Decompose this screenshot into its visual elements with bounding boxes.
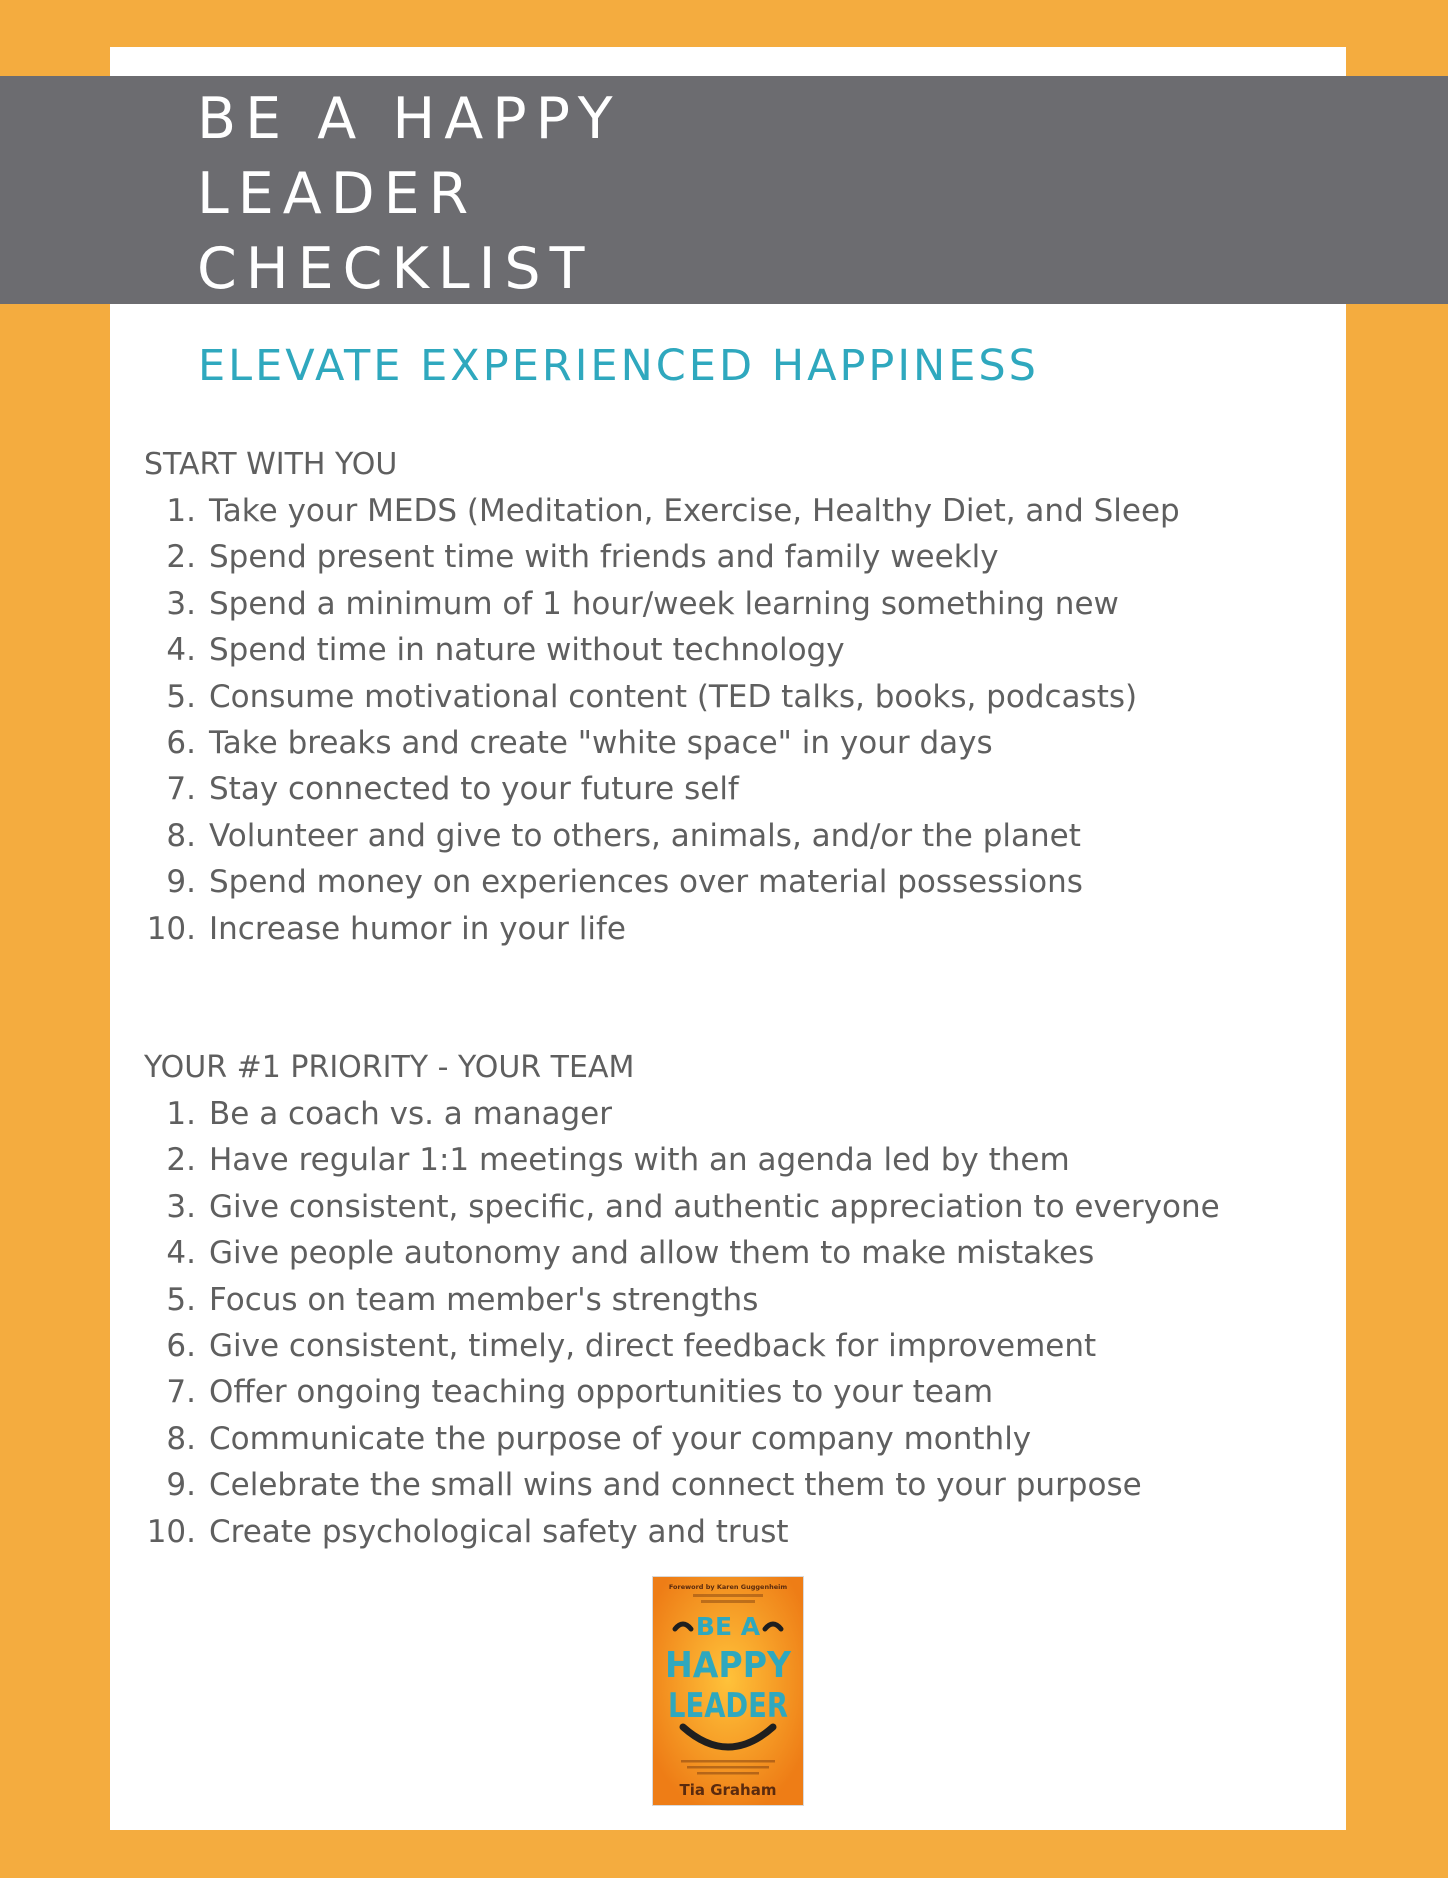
list-item xyxy=(144,674,1138,720)
book-cover-image xyxy=(653,1577,803,1805)
item-text: Have regular 1:1 meetings with an agenda led by them xyxy=(209,1142,1070,1179)
title-line: CHECKLIST xyxy=(197,236,594,302)
list-item xyxy=(144,1462,1142,1508)
book-cover-art xyxy=(653,1577,803,1805)
checklist xyxy=(144,488,1180,952)
item-number: 5. xyxy=(166,678,196,715)
list-item xyxy=(144,1369,994,1415)
list-item xyxy=(144,1184,1220,1230)
item-text: Communicate the purpose of your company monthly xyxy=(209,1420,1032,1457)
list-item xyxy=(144,581,1119,627)
list-item xyxy=(144,1416,1032,1462)
list-item xyxy=(144,766,739,812)
item-text: Spend time in nature without technology xyxy=(209,632,845,669)
item-number: 9. xyxy=(166,1467,196,1504)
item-text: Give people autonomy and allow them to make mistakes xyxy=(209,1235,1095,1272)
list-item xyxy=(144,1323,1097,1369)
item-number: 10. xyxy=(146,910,196,947)
section-heading: START WITH YOU xyxy=(144,447,398,482)
section-your-team xyxy=(144,1045,1220,1555)
item-number: 10. xyxy=(146,1513,196,1550)
section-heading: YOUR #1 PRIORITY - YOUR TEAM xyxy=(144,1050,635,1085)
item-text: Volunteer and give to others, animals, and/or the planet xyxy=(209,817,1081,854)
checklist xyxy=(144,1091,1220,1555)
cover-tagline xyxy=(687,1766,769,1769)
list-item xyxy=(144,1230,1095,1276)
item-text: Spend a minimum of 1 hour/week learning something new xyxy=(209,585,1119,622)
list-item xyxy=(144,534,999,580)
cover-tagline xyxy=(681,1760,775,1763)
item-text: Stay connected to your future self xyxy=(209,771,739,808)
item-number: 5. xyxy=(166,1281,196,1318)
item-text: Give consistent, timely, direct feedback for improvement xyxy=(209,1327,1097,1364)
item-number: 8. xyxy=(166,1420,196,1457)
list-item xyxy=(144,1277,759,1323)
item-text: Consume motivational content (TED talks, books, podcasts) xyxy=(209,678,1138,715)
item-text: Create psychological safety and trust xyxy=(209,1513,789,1550)
item-text: Celebrate the small wins and connect them to your purpose xyxy=(209,1467,1142,1504)
list-item xyxy=(144,813,1081,859)
list-item xyxy=(144,1091,634,1137)
item-text: Focus on team member's strengths xyxy=(209,1281,759,1318)
item-text: Give consistent, specific, and authentic appreciation to everyone xyxy=(209,1188,1220,1225)
cover-subline xyxy=(701,1600,755,1603)
cover-subline xyxy=(693,1594,763,1597)
title-line: BE A HAPPY xyxy=(197,86,622,152)
item-number: 3. xyxy=(166,585,196,622)
list-item xyxy=(144,488,1180,534)
page-title xyxy=(197,82,622,307)
item-number: 4. xyxy=(166,1235,196,1272)
cover-title-line: LEADER xyxy=(668,1686,788,1726)
item-number: 8. xyxy=(166,817,196,854)
item-text: Take breaks and create "white space" in your days xyxy=(209,724,993,761)
cover-title-line: HAPPY xyxy=(665,1645,792,1686)
item-text: Spend present time with friends and family weekly xyxy=(209,539,999,576)
page-subtitle: ELEVATE EXPERIENCED HAPPINESS xyxy=(198,341,1039,391)
item-number: 1. xyxy=(166,493,196,529)
item-number: 2. xyxy=(166,1142,196,1179)
item-number: 7. xyxy=(166,1374,196,1411)
list-item xyxy=(144,1509,789,1555)
item-text: Increase humor in your life xyxy=(209,910,626,947)
item-number: 1. xyxy=(166,1096,196,1132)
item-number: 9. xyxy=(166,864,196,901)
section-start-with-you xyxy=(144,442,1180,952)
cover-author: Tia Graham xyxy=(679,1781,777,1799)
title-line: LEADER xyxy=(197,161,478,227)
item-text: Take your MEDS (Meditation, Exercise, Healthy Diet, and Sleep xyxy=(209,493,1180,529)
item-text: Be a coach vs. a manager xyxy=(209,1096,612,1132)
list-item xyxy=(144,1137,1070,1183)
item-number: 7. xyxy=(166,771,196,808)
cover-title-line: BE A xyxy=(695,1612,761,1641)
item-text: Spend money on experiences over material possessions xyxy=(209,864,1083,901)
cover-foreword: Foreword by Karen Guggenheim xyxy=(668,1583,788,1591)
list-item xyxy=(144,906,626,952)
item-text: Offer ongoing teaching opportunities to your team xyxy=(209,1374,994,1411)
item-number: 6. xyxy=(166,724,196,761)
list-item xyxy=(144,859,1083,905)
item-number: 3. xyxy=(166,1188,196,1225)
item-number: 2. xyxy=(166,539,196,576)
item-number: 4. xyxy=(166,632,196,669)
list-item xyxy=(144,627,845,673)
item-number: 6. xyxy=(166,1327,196,1364)
list-item xyxy=(144,720,993,766)
cover-tagline xyxy=(697,1772,759,1775)
